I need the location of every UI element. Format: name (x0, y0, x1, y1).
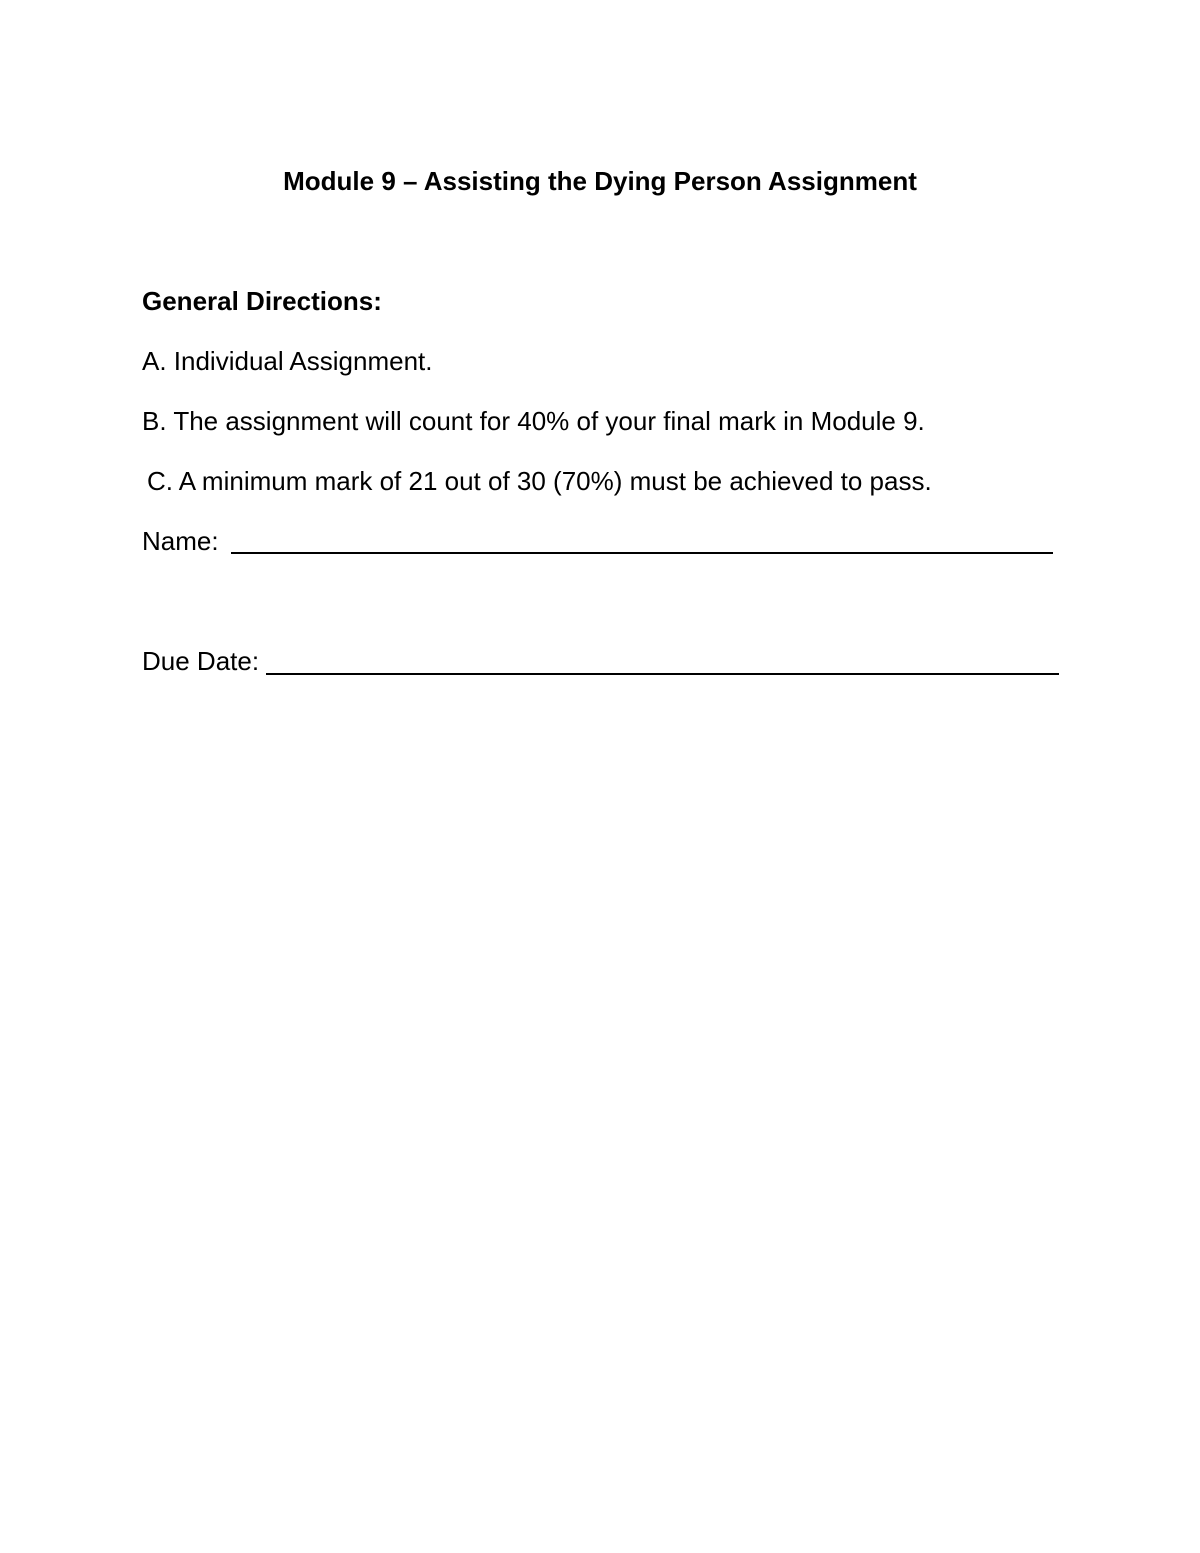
due-date-blank-line[interactable] (266, 673, 1059, 675)
directions-heading: General Directions: (142, 286, 382, 316)
due-date-label: Due Date: (142, 646, 260, 676)
name-blank-line[interactable] (231, 552, 1053, 554)
direction-item-b: B. The assignment will count for 40% of your final mark in Module 9. (142, 406, 925, 436)
document-title: Module 9 – Assisting the Dying Person Assignment (283, 166, 917, 196)
name-label: Name: (142, 526, 219, 556)
direction-item-a: A. Individual Assignment. (142, 346, 433, 376)
direction-item-c: C. A minimum mark of 21 out of 30 (70%) must be achieved to pass. (147, 466, 932, 496)
